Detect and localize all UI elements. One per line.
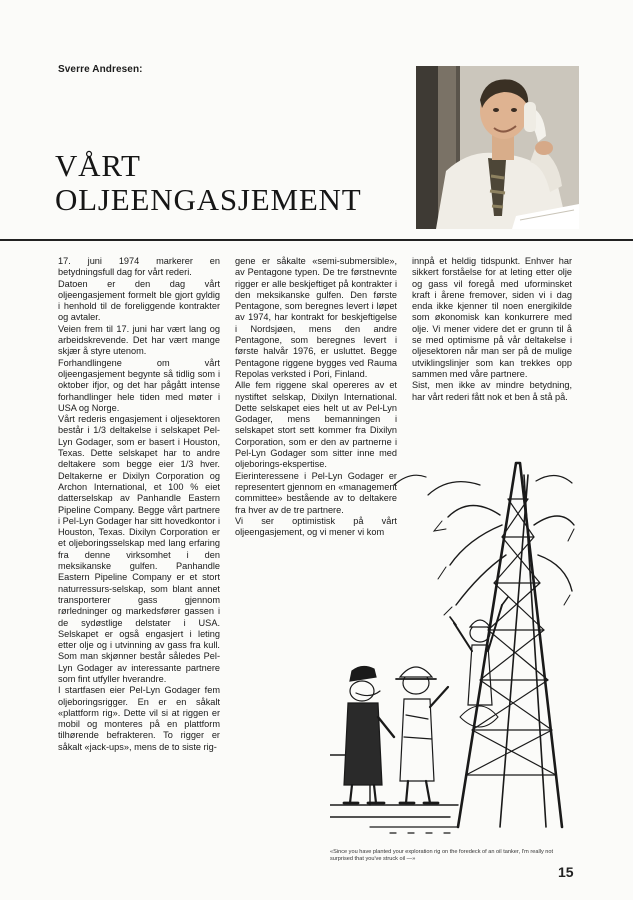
title-line-1: VÅRT bbox=[55, 148, 141, 183]
cartoon-illustration bbox=[330, 455, 576, 845]
paragraph: 17. juni 1974 markerer en betydningsfull dag for vårt rederi. bbox=[58, 256, 220, 278]
text-column-1 bbox=[58, 256, 220, 753]
paragraph: gene er såkalte «semi-submersible», av Pentagone typen. De tre førstnevnte rigger er alle beskjeftiget på kontrakter i den meksikanske gulfen. Den første Pentagone, som beregnes levert i løpet av 1974, har kontrakt for beskjeftigelse i Nordsjøen, mens den andre Pentagone, som beregnes levert i første halvår 1976, er usluttet. Begge Pentagone riggene bygges ved Rauma Repolas verksted i Pori, Finland. bbox=[235, 256, 397, 379]
paragraph: innpå et heldig tidspunkt. Enhver har sikkert forståelse for at leting etter olje og gass vil foregå med uforminsket kraft i årene fremover, siden vi i dag enda ikke kjenner til noen energikilde som økonomisk kan konkurrere med olje. Vi mener videre det er grunn til å se med optimisme på vår deltakelse i oljesektoren når man ser på de mulige utviklingslinjer som kan trekkes opp sammen med våre partnere. bbox=[412, 256, 572, 379]
paragraph: Veien frem til 17. juni har vært lang og arbeidskrevende. Det har vært mange skjær å styre utenom. bbox=[58, 323, 220, 357]
paragraph: Vårt rederis engasjement i oljesektoren består i 1/3 deltakelse i selskapet Pel-Lyn Godager, som er basert i Houston, Texas. Dette selskapet har to andre deltakere som begge eier 1/3 hver. Deltakerne er Dixilyn Corporation og Archon International, et 100 % eiet datterselskap av Panhandle Eastern Pipeline Company. Begge vårt partnere i Pel-Lyn Godager har sitt hovedkontor i Houston, Texas. Dixilyn Corporation er et oljeboringsselskap med lang erfaring fra denne virksomhet i den meksikanske gulfen. Panhandle Eastern Pipeline Company er et stort naturressurs-selskap, som blant annet transporterer gass gjennom rørledninger og markedsfører gassen i de sydøstlige delstater i USA. Selskapet er også engasjert i leting etter olje og i utvinning av gass fra kull. Som man skjønner består således Pel-Lyn Godager av interessante partnere som fint utfyller hverandre. bbox=[58, 414, 220, 684]
paragraph: I startfasen eier Pel-Lyn Godager fem oljeboringsrigger. En er en såkalt «plattform rig». Dette vil si at riggen er mobil og monteres på en plattform tilhørende befrakteren. To rigger er såkalt «jack-ups», mens de to siste rig- bbox=[58, 685, 220, 752]
text-column-3 bbox=[412, 256, 572, 403]
paragraph: Alle fem riggene skal opereres av et nystiftet selskap, Dixilyn International. Dette selskapet eies helt ut av Pel-Lyn Godager, mens bemanningen i selskapet stort sett kommer fra Dixilyn Corporation, som er den av partnerne i Pel-Lyn Godager som sitter inne med oljeborings-ekspertise. bbox=[235, 380, 397, 470]
header-rule bbox=[0, 239, 633, 241]
paragraph: Vi ser optimistisk på vårt oljeengasjement, og vi mener vi kom bbox=[235, 515, 397, 538]
cartoon-caption: «Since you have planted your exploration rig on the foredeck of an oil tanker, I'm really not surprised that you've struck oil —» bbox=[330, 849, 554, 863]
author-byline: Sverre Andresen: bbox=[58, 64, 143, 75]
title-line-2: OLJEENGASJEMENT bbox=[55, 182, 362, 217]
paragraph: Sist, men ikke av mindre betydning, har vårt rederi fått nok et ben å stå på. bbox=[412, 380, 572, 402]
page-number: 15 bbox=[558, 864, 574, 880]
article-title bbox=[55, 149, 362, 217]
paragraph: Eierinteressene i Pel-Lyn Godager er representert gjennom en «management committee» bestående av to deltakere fra hver av de tre partnere. bbox=[235, 470, 397, 515]
paragraph: Datoen er den dag vårt oljeengasjement formelt ble gjort gyldig i henhold til de foreliggende kontrakter og avtaler. bbox=[58, 278, 220, 323]
paragraph: Forhandlingene om vårt oljeengasjement begynte så tidlig som i oktober ifjor, og det har pågått intense forhandlinger hele tiden med møter i USA og Norge. bbox=[58, 357, 220, 413]
author-photo bbox=[416, 66, 579, 229]
